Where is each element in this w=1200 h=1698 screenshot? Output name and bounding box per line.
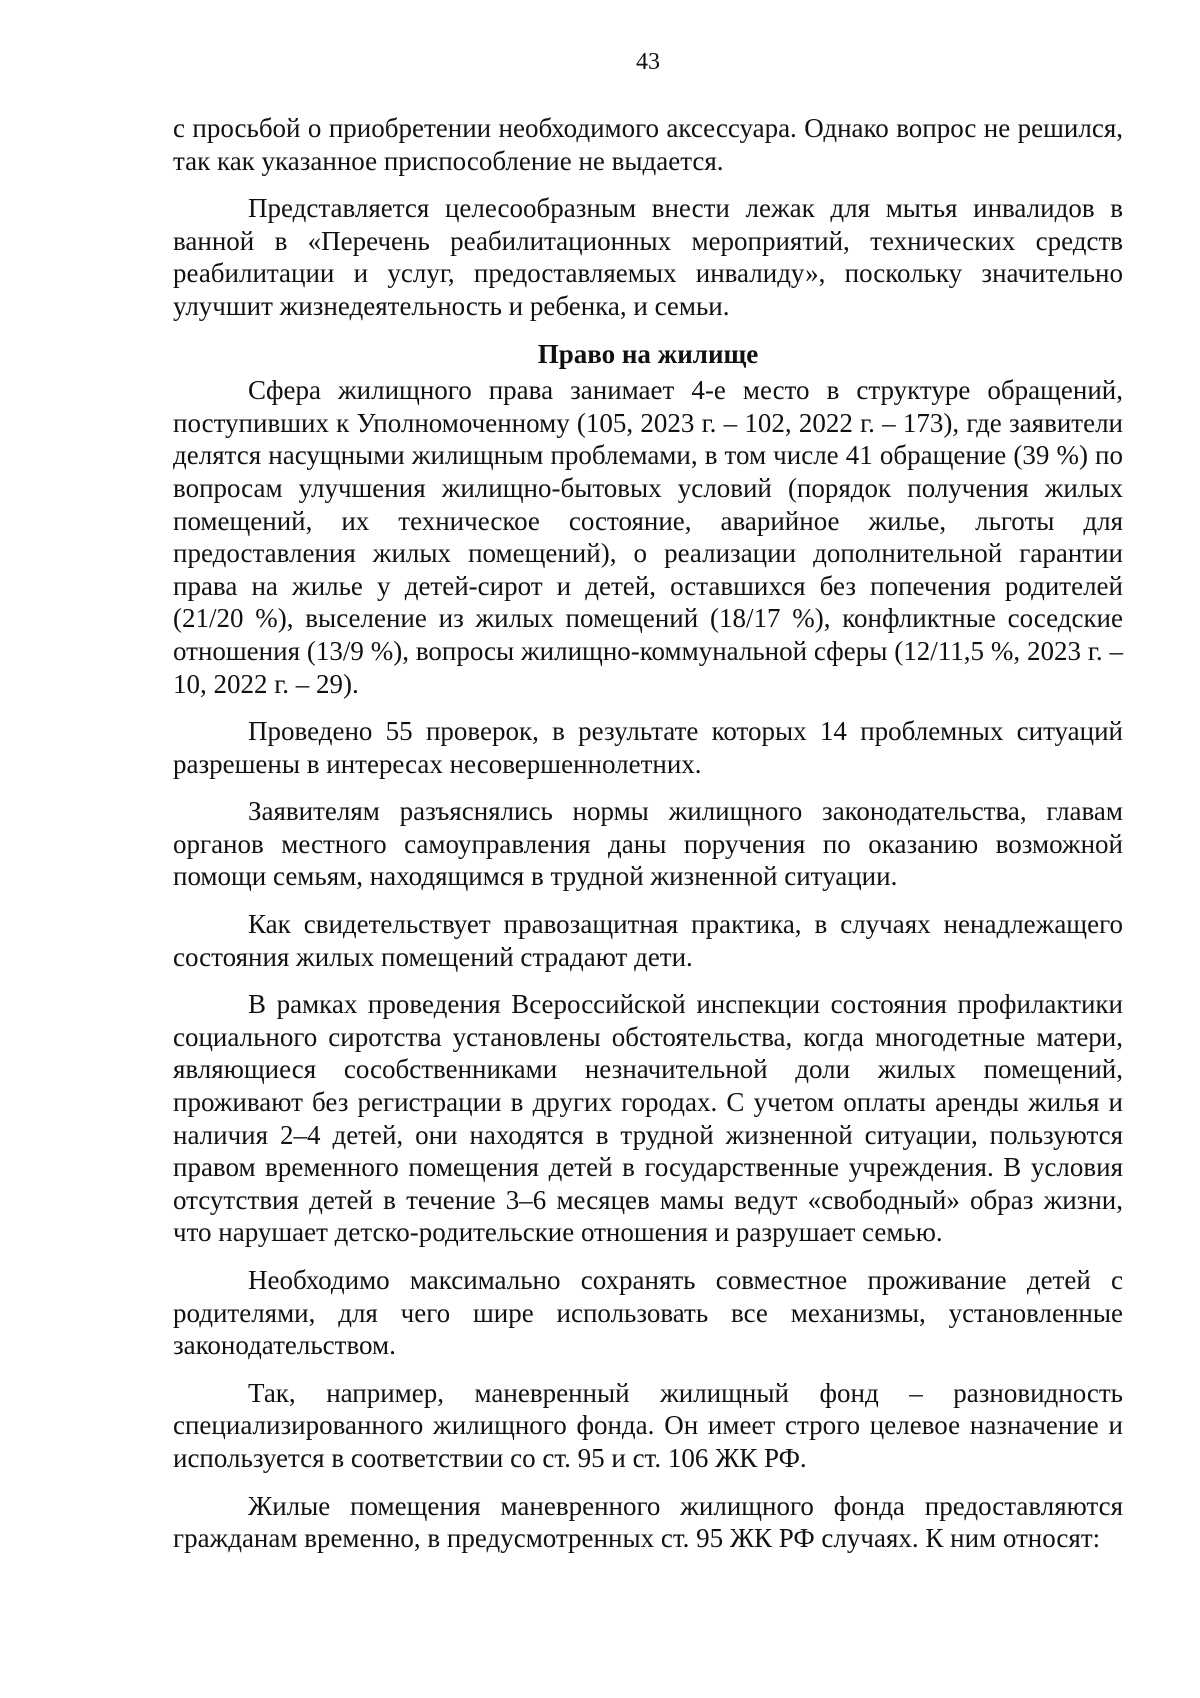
paragraph-inspection-findings: В рамках проведения Всероссийской инспекции состояния профилактики социального сиротства установлены обстоятельства, когда многодетные матери, являющиеся сособственниками незначительной доли жилых помещений, проживают без регистрации в других городах. С учетом оплаты аренды жилья и наличия 2–4 детей, они находятся в трудной жизненной ситуации, пользуются правом временного помещения детей в государственные учреждения. В условия отсутствия детей в течение 3–6 месяцев мамы ведут «свободный» образ жизни, что нарушает детско-родительские отношения и разрушает семью. [173, 989, 1123, 1248]
paragraph-inspections: Проведено 55 проверок, в результате которых 14 проблемных ситуаций разрешены в интересах несовершеннолетних. [173, 716, 1123, 779]
document-body [173, 112, 1123, 1570]
paragraph-maneuver-fund: Так, например, маневренный жилищный фонд – разновидность специализированного жилищного фонда. Он имеет строго целевое назначение и используется в соответствии со ст. 95 и ст. 106 ЖК РФ. [173, 1377, 1123, 1473]
paragraph-housing-statistics: Сфера жилищного права занимает 4-е место в структуре обращений, поступивших к Уполномоченному (105, 2023 г. – 102, 2022 г. – 173), где заявители делятся насущными жилищным проблемами, в том числе 41 обращение (39 %) по вопросам улучшения жилищно-бытовых условий (порядок получения жилых помещений, их техническое состояние, аварийное жилье, льготы для предоставления жилых помещений), о реализации дополнительной гарантии права на жилье у детей-сирот и детей, оставшихся без попечения родителей (21/20 %), выселение из жилых помещений (18/17 %), конфликтные соседские отношения (13/9 %), вопросы жилищно-коммунальной сферы (12/11,5 %, 2023 г. – 10, 2022 г. – 29). [173, 375, 1123, 699]
page-number: 43 [636, 49, 660, 75]
section-heading: Право на жилище [537, 338, 759, 369]
paragraph-explanations: Заявителям разъяснялись нормы жилищного законодательства, главам органов местного самоуправления даны поручения по оказанию возможной помощи семьям, находящимся в трудной жизненной ситуации. [173, 796, 1123, 892]
paragraph-temporary-housing: Жилые помещения маневренного жилищного фонда предоставляются гражданам временно, в предусмотренных ст. 95 ЖК РФ случаях. К ним относят: [173, 1490, 1123, 1554]
paragraph-recommendation: Представляется целесообразным внести лежак для мытья инвалидов в ванной в «Перечень реабилитационных мероприятий, технических средств реабилитации и услуг, предоставляемых инвалиду», поскольку значительно улучшит жизнедеятельность и ребенка, и семьи. [173, 193, 1123, 321]
paragraph-preservation: Необходимо максимально сохранять совместное проживание детей с родителями, для чего шире использовать все механизмы, установленные законодательством. [173, 1265, 1123, 1361]
paragraph-continuation: с просьбой о приобретении необходимого аксессуара. Однако вопрос не решился, так как указанное приспособление не выдается. [173, 113, 1123, 176]
paragraph-practice: Как свидетельствует правозащитная практика, в случаях ненадлежащего состояния жилых помещений страдают дети. [173, 909, 1123, 972]
